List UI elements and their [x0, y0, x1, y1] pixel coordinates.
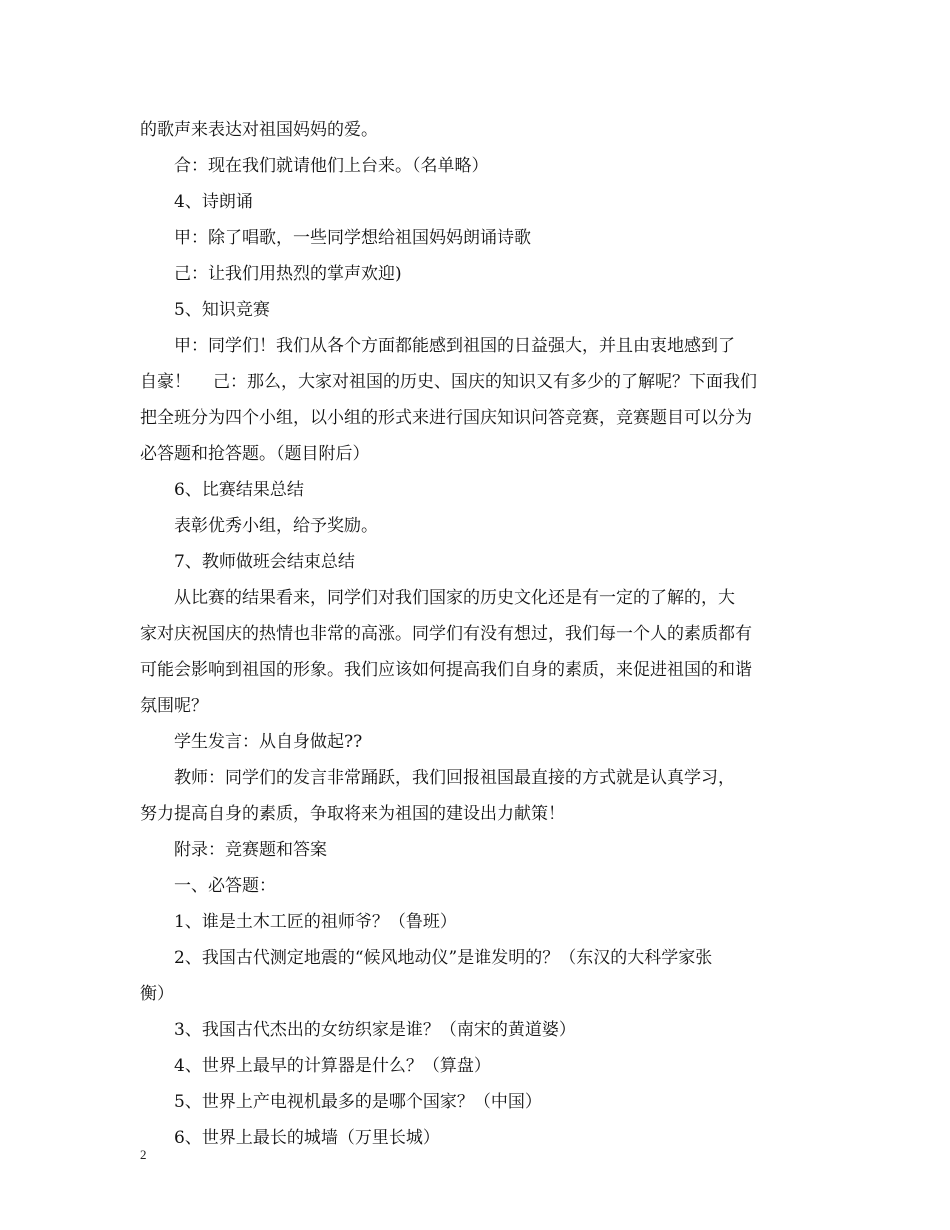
text-line: 可能会影响到祖国的形象。我们应该如何提高我们自身的素质，来促进祖国的和谐: [140, 660, 752, 680]
section-heading: 6、比赛结果总结: [174, 480, 304, 500]
text-line: 学生发言：从自身做起??: [174, 732, 363, 752]
section-heading: 7、教师做班会结束总结: [174, 552, 355, 572]
question-item: 3、我国古代杰出的女纺织家是谁？（南宋的黄道婆）: [174, 1020, 576, 1040]
question-item: 4、世界上最早的计算器是什么？（算盘）: [174, 1056, 491, 1076]
text-line: 从比赛的结果看来，同学们对我们国家的历史文化还是有一定的了解的，大: [174, 588, 735, 608]
text-fragment: 自豪！: [140, 372, 191, 392]
text-line: 家对庆祝国庆的热情也非常的高涨。同学们有没有想过，我们每一个人的素质都有: [140, 624, 752, 644]
text-line: [140, 364, 815, 400]
text-line: 氛围呢？: [140, 696, 208, 716]
section-heading: 附录：竞赛题和答案: [174, 840, 327, 860]
text-line: 合：现在我们就请他们上台来。（名单略）: [174, 156, 489, 176]
section-heading: 5、知识竞赛: [174, 300, 270, 320]
text-line: 己：让我们用热烈的掌声欢迎): [174, 264, 402, 284]
text-fragment: 己：那么，大家对祖国的历史、国庆的知识又有多少的了解呢？下面我们: [213, 372, 757, 392]
question-item: 1、谁是土木工匠的祖师爷？（鲁班）: [174, 912, 457, 932]
text-line: 把全班分为四个小组，以小组的形式来进行国庆知识问答竞赛，竞赛题目可以分为: [140, 408, 752, 428]
text-line: 甲：同学们！我们从各个方面都能感到祖国的日益强大，并且由衷地感到了: [174, 336, 735, 356]
text-line: 教师：同学们的发言非常踊跃，我们回报祖国最直接的方式就是认真学习，: [174, 768, 735, 788]
question-item: 衡）: [140, 984, 174, 1004]
question-item: 6、世界上最长的城墙（万里长城）: [174, 1128, 440, 1148]
section-heading: 一、必答题：: [174, 876, 276, 896]
text-line: 的歌声来表达对祖国妈妈的爱。: [140, 120, 378, 140]
document-body: [140, 112, 815, 1156]
text-line: 甲：除了唱歌，一些同学想给祖国妈妈朗诵诗歌: [174, 228, 531, 248]
page-number: 2: [140, 1147, 147, 1162]
section-heading: 4、诗朗诵: [174, 192, 253, 212]
text-line: 表彰优秀小组，给予奖励。: [174, 516, 378, 536]
question-item: 2、我国古代测定地震的“候风地动仪”是谁发明的？（东汉的大科学家张: [174, 948, 713, 968]
text-line: 努力提高自身的素质，争取将来为祖国的建设出力献策！: [140, 804, 565, 824]
text-line: 必答题和抢答题。（题目附后）: [140, 444, 370, 464]
question-item: 5、世界上产电视机最多的是哪个国家？（中国）: [174, 1092, 542, 1112]
